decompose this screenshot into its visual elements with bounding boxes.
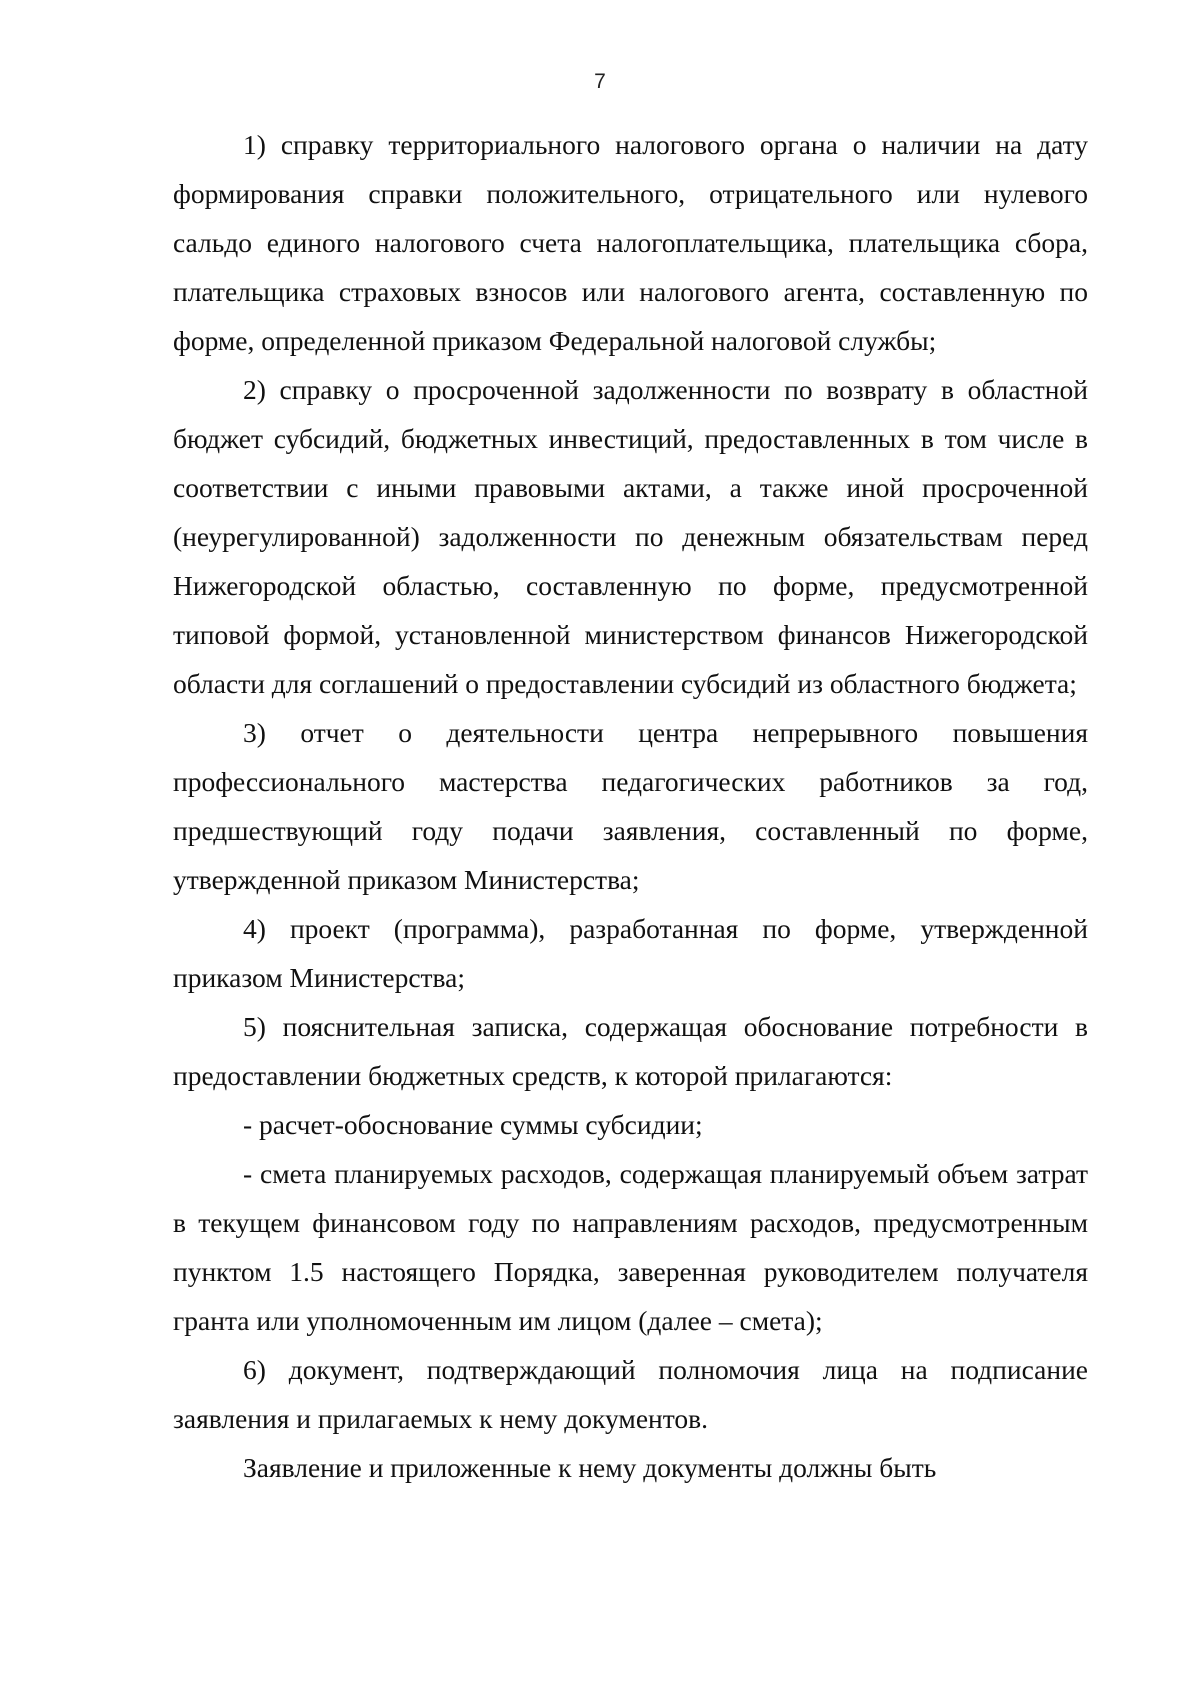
paragraph-bullet-estimate: - смета планируемых расходов, содержащая планируемый объем затрат в текущем финансовом году по направлениям расходов, предусмотренным пунктом 1.5 настоящего Порядка, заверенная руководителем получателя гранта или уполномоченным им лицом (далее – смета);	[173, 1158, 1088, 1336]
document-body	[173, 120, 1088, 1492]
paragraph-item-1: 1) справку территориального налогового органа о наличии на дату формирования справки положительного, отрицательного или нулевого сальдо единого налогового счета налогоплательщика, плательщика сбора, плательщика страховых взносов или налогового агента, составленную по форме, определенной приказом Федеральной налоговой службы;	[173, 129, 1088, 356]
paragraph-item-4: 4) проект (программа), разработанная по форме, утвержденной приказом Министерства;	[173, 913, 1088, 993]
paragraph-application-note: Заявление и приложенные к нему документы должны быть	[243, 1452, 937, 1483]
paragraph-item-3: 3) отчет о деятельности центра непрерывного повышения профессионального мастерства педагогических работников за год, предшествующий году подачи заявления, составленный по форме, утвержденной приказом Министерства;	[173, 717, 1088, 895]
paragraph-item-2: 2) справку о просроченной задолженности по возврату в областной бюджет субсидий, бюджетных инвестиций, предоставленных в том числе в соответствии с иными правовыми актами, а также иной просроченной (неурегулированной) задолженности по денежным обязательствам перед Нижегородской областью, составленную по форме, предусмотренной типовой формой, установленной министерством финансов Нижегородской области для соглашений о предоставлении субсидий из областного бюджета;	[173, 374, 1088, 699]
paragraph-item-6: 6) документ, подтверждающий полномочия лица на подписание заявления и прилагаемых к нему документов.	[173, 1354, 1088, 1434]
paragraph-item-5: 5) пояснительная записка, содержащая обоснование потребности в предоставлении бюджетных средств, к которой прилагаются:	[173, 1011, 1088, 1091]
paragraph-bullet-calculation: - расчет-обоснование суммы субсидии;	[243, 1109, 703, 1140]
page-number: 7	[594, 70, 606, 93]
